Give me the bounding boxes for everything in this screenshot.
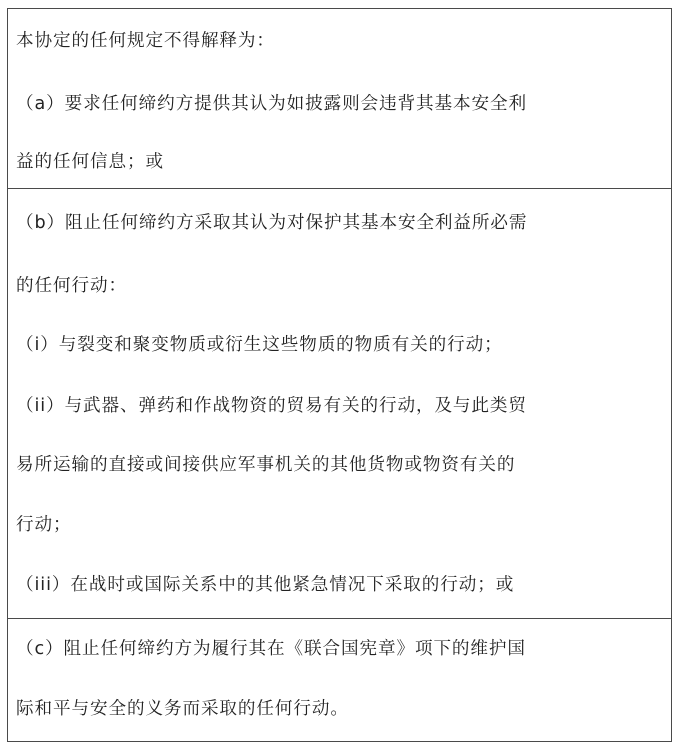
provision-table	[7, 8, 672, 742]
clause-a-line-2: 益的任何信息；或	[16, 152, 164, 172]
provision-intro-text: 本协定的任何规定不得解释为：	[16, 31, 275, 51]
table-row-security-actions	[8, 189, 671, 619]
clause-a-line-1: （a）要求任何缔约方提供其认为如披露则会违背其基本安全利	[16, 94, 528, 114]
subclause-ii-line-3: 行动；	[16, 515, 72, 535]
clause-c-line-1: （c）阻止任何缔约方为履行其在《联合国宪章》项下的维护国	[16, 639, 526, 659]
subclause-i-text: （i）与裂变和聚变物质或衍生这些物质的物质有关的行动；	[16, 335, 503, 355]
subclause-iii-text: （iii）在战时或国际关系中的其他紧急情况下采取的行动；或	[16, 575, 515, 595]
clause-b-line-1: （b）阻止任何缔约方采取其认为对保护其基本安全利益所必需	[16, 213, 528, 233]
subclause-ii-line-2: 易所运输的直接或间接供应军事机关的其他货物或物资有关的	[16, 455, 516, 475]
table-row-security-information	[8, 9, 671, 189]
table-row-international-peace	[8, 619, 671, 741]
clause-b-line-2: 的任何行动：	[16, 276, 127, 296]
subclause-ii-line-1: （ii）与武器、弹药和作战物资的贸易有关的行动，及与此类贸	[16, 396, 527, 416]
clause-c-line-2: 际和平与安全的义务而采取的任何行动。	[16, 699, 349, 719]
